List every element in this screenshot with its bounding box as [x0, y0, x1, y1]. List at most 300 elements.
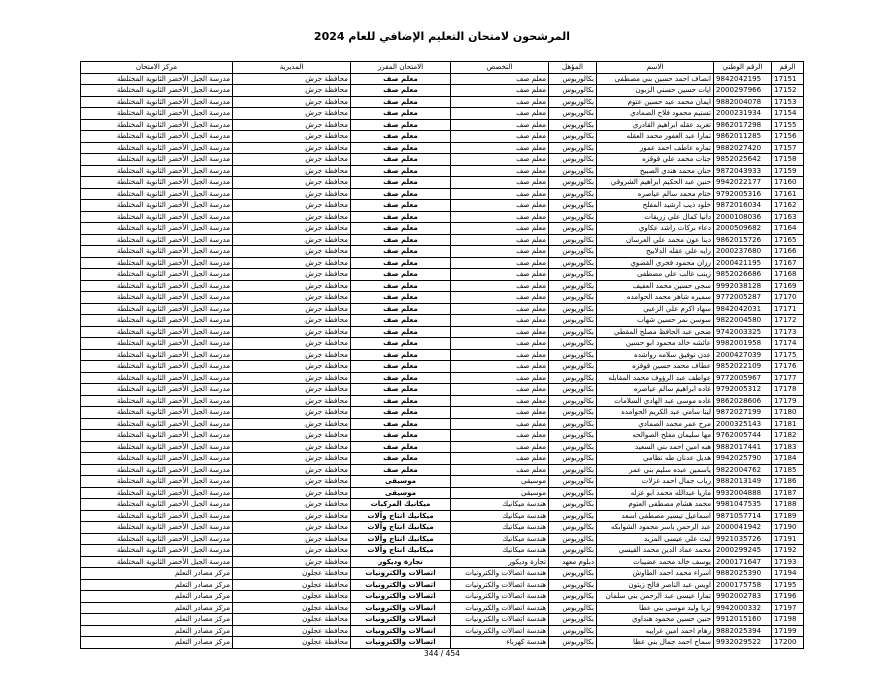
qualification: بكالوريوس: [549, 96, 597, 108]
specialization: موسيقى: [451, 476, 549, 488]
national-id: 2000325143: [714, 418, 772, 430]
candidate-name: يوسف خالد محمد عضيبات: [597, 556, 714, 568]
qualification: بكالوريوس: [549, 211, 597, 223]
exam: نجارة وديكور: [351, 556, 451, 568]
exam: معلم صف: [351, 234, 451, 246]
national-id: 2000427039: [714, 349, 772, 361]
candidate-name: دعاء بركات راشد عكاوي: [597, 223, 714, 235]
exam: معلم صف: [351, 280, 451, 292]
directorate: محافظة جرش: [233, 142, 351, 154]
candidate-name: دانيا كمال علي زريقات: [597, 211, 714, 223]
exam-center: مدرسة الجبل الأخضر الثانوية المختلطة: [81, 200, 233, 212]
table-row: [81, 430, 804, 442]
table-header-row: [81, 62, 804, 74]
directorate: محافظة جرش: [233, 372, 351, 384]
directorate: محافظة جرش: [233, 200, 351, 212]
exam: معلم صف: [351, 188, 451, 200]
qualification: بكالوريوس: [549, 407, 597, 419]
row-num: 17151: [772, 73, 804, 85]
exam: معلم صف: [351, 131, 451, 143]
specialization: معلم صف: [451, 154, 549, 166]
header-name: الاسم: [597, 62, 714, 74]
qualification: بكالوريوس: [549, 499, 597, 511]
candidate-name: محمد هشام مصطفى العتوم: [597, 499, 714, 511]
exam: معلم صف: [351, 177, 451, 189]
qualification: بكالوريوس: [549, 280, 597, 292]
candidate-name: خلود ذيب ارشيد المفلح: [597, 200, 714, 212]
national-id: 9882004078: [714, 96, 772, 108]
table-row: [81, 453, 804, 465]
qualification: بكالوريوس: [549, 453, 597, 465]
exam-center: مدرسة الجبل الأخضر الثانوية المختلطة: [81, 165, 233, 177]
specialization: معلم صف: [451, 96, 549, 108]
table-row: [81, 246, 804, 258]
candidate-name: انصاف احمد حسين بني مصطفى: [597, 73, 714, 85]
table-row: [81, 119, 804, 131]
national-id: 9942025790: [714, 453, 772, 465]
header-directorate: المديرية: [233, 62, 351, 74]
qualification: بكالوريوس: [549, 257, 597, 269]
specialization: معلم صف: [451, 223, 549, 235]
qualification: بكالوريوس: [549, 384, 597, 396]
national-id: 9792005316: [714, 188, 772, 200]
header-qualification: المؤهل: [549, 62, 597, 74]
candidate-name: هبه امين احمد بني السعيد: [597, 441, 714, 453]
exam: ميكانيك انتاج وآلات: [351, 522, 451, 534]
directorate: محافظة جرش: [233, 430, 351, 442]
directorate: محافظة جرش: [233, 499, 351, 511]
table-row: [81, 395, 804, 407]
specialization: هندسة اتصالات والكترونيات: [451, 591, 549, 603]
candidate-name: عبد الرحمن باسر محمود الشوابكه: [597, 522, 714, 534]
candidate-name: تماره عاطف احمد عمور: [597, 142, 714, 154]
candidate-name: عدن توفيق سلامه رواشده: [597, 349, 714, 361]
qualification: بكالوريوس: [549, 533, 597, 545]
row-num: 17173: [772, 326, 804, 338]
directorate: محافظة جرش: [233, 154, 351, 166]
exam: معلم صف: [351, 142, 451, 154]
directorate: محافظة جرش: [233, 257, 351, 269]
specialization: هندسة اتصالات والكترونيات: [451, 579, 549, 591]
table-row: [81, 522, 804, 534]
directorate: محافظة جرش: [233, 487, 351, 499]
exam-center: مدرسة الجبل الأخضر الثانوية المختلطة: [81, 545, 233, 557]
exam-center: مدرسة الجبل الأخضر الثانوية المختلطة: [81, 177, 233, 189]
row-num: 17158: [772, 154, 804, 166]
table-row: [81, 326, 804, 338]
directorate: محافظة جرش: [233, 73, 351, 85]
row-num: 17198: [772, 614, 804, 626]
exam: ميكانيك المركبات: [351, 499, 451, 511]
table-row: [81, 464, 804, 476]
specialization: معلم صف: [451, 326, 549, 338]
specialization: معلم صف: [451, 384, 549, 396]
exam: معلم صف: [351, 269, 451, 281]
qualification: بكالوريوس: [549, 418, 597, 430]
row-num: 17192: [772, 545, 804, 557]
row-num: 17152: [772, 85, 804, 97]
directorate: محافظة جرش: [233, 269, 351, 281]
exam-center: مدرسة الجبل الأخضر الثانوية المختلطة: [81, 131, 233, 143]
candidate-name: سماح احمد جمال بني عطا: [597, 637, 714, 649]
national-id: 9872016034: [714, 200, 772, 212]
table-row: [81, 637, 804, 649]
row-num: 17160: [772, 177, 804, 189]
table-row: [81, 73, 804, 85]
qualification: بكالوريوس: [549, 200, 597, 212]
exam-center: مدرسة الجبل الأخضر الثانوية المختلطة: [81, 533, 233, 545]
qualification: بكالوريوس: [549, 165, 597, 177]
specialization: معلم صف: [451, 372, 549, 384]
candidate-name: تغريد عقله ابراهيم القادري: [597, 119, 714, 131]
qualification: بكالوريوس: [549, 326, 597, 338]
table-row: [81, 165, 804, 177]
exam-center: مركز مصادر التعلم: [81, 591, 233, 603]
qualification: بكالوريوس: [549, 177, 597, 189]
exam-center: مدرسة الجبل الأخضر الثانوية المختلطة: [81, 269, 233, 281]
table-row: [81, 234, 804, 246]
exam-center: مدرسة الجبل الأخضر الثانوية المختلطة: [81, 407, 233, 419]
national-id: 9981047535: [714, 499, 772, 511]
table-row: [81, 372, 804, 384]
candidate-name: ياسمين عبده سليم بني عمر: [597, 464, 714, 476]
exam-center: مدرسة الجبل الأخضر الثانوية المختلطة: [81, 326, 233, 338]
directorate: محافظة عجلون: [233, 579, 351, 591]
exam-center: مركز مصادر التعلم: [81, 568, 233, 580]
candidate-name: اسراء محمد احمد الطاوش: [597, 568, 714, 580]
exam-center: مركز مصادر التعلم: [81, 625, 233, 637]
specialization: هندسة ميكانيك: [451, 499, 549, 511]
exam-center: مدرسة الجبل الأخضر الثانوية المختلطة: [81, 338, 233, 350]
candidates-table-container: [80, 61, 803, 649]
table-row: [81, 280, 804, 292]
exam: معلم صف: [351, 73, 451, 85]
qualification: بكالوريوس: [549, 441, 597, 453]
row-num: 17169: [772, 280, 804, 292]
directorate: محافظة جرش: [233, 211, 351, 223]
directorate: محافظة عجلون: [233, 591, 351, 603]
exam-center: مدرسة الجبل الأخضر الثانوية المختلطة: [81, 292, 233, 304]
table-row: [81, 568, 804, 580]
exam-center: مدرسة الجبل الأخضر الثانوية المختلطة: [81, 73, 233, 85]
row-num: 17167: [772, 257, 804, 269]
qualification: بكالوريوس: [549, 602, 597, 614]
specialization: معلم صف: [451, 407, 549, 419]
directorate: محافظة جرش: [233, 533, 351, 545]
table-row: [81, 602, 804, 614]
row-num: 17199: [772, 625, 804, 637]
candidate-name: مرح عمر محمد الصمادي: [597, 418, 714, 430]
national-id: 9992038128: [714, 280, 772, 292]
directorate: محافظة جرش: [233, 292, 351, 304]
table-row: [81, 188, 804, 200]
exam: موسيقى: [351, 487, 451, 499]
candidate-name: رهام احمد امين غرايبه: [597, 625, 714, 637]
exam: ميكانيك انتاج وآلات: [351, 533, 451, 545]
row-num: 17163: [772, 211, 804, 223]
specialization: معلم صف: [451, 177, 549, 189]
specialization: معلم صف: [451, 280, 549, 292]
specialization: معلم صف: [451, 131, 549, 143]
national-id: 2000299245: [714, 545, 772, 557]
specialization: معلم صف: [451, 441, 549, 453]
exam: اتصالات والكترونيات: [351, 568, 451, 580]
qualification: بكالوريوس: [549, 269, 597, 281]
candidate-name: جنات محمد علي قوقزه: [597, 154, 714, 166]
row-num: 17162: [772, 200, 804, 212]
table-row: [81, 556, 804, 568]
table-row: [81, 200, 804, 212]
candidate-name: ايات حسين حسني الزبون: [597, 85, 714, 97]
national-id: 9772005287: [714, 292, 772, 304]
table-row: [81, 269, 804, 281]
specialization: هندسة ميكانيك: [451, 533, 549, 545]
directorate: محافظة جرش: [233, 556, 351, 568]
specialization: معلم صف: [451, 303, 549, 315]
qualification: بكالوريوس: [549, 292, 597, 304]
directorate: محافظة جرش: [233, 234, 351, 246]
national-id: 9862028606: [714, 395, 772, 407]
national-id: 2000108036: [714, 211, 772, 223]
specialization: معلم صف: [451, 453, 549, 465]
exam-center: مدرسة الجبل الأخضر الثانوية المختلطة: [81, 384, 233, 396]
directorate: محافظة جرش: [233, 188, 351, 200]
row-num: 17193: [772, 556, 804, 568]
header-num: الرقم: [772, 62, 804, 74]
exam: معلم صف: [351, 326, 451, 338]
exam-center: مدرسة الجبل الأخضر الثانوية المختلطة: [81, 257, 233, 269]
specialization: معلم صف: [451, 85, 549, 97]
national-id: 2000231934: [714, 108, 772, 120]
specialization: معلم صف: [451, 119, 549, 131]
national-id: 9882017441: [714, 441, 772, 453]
specialization: معلم صف: [451, 315, 549, 327]
directorate: محافظة جرش: [233, 326, 351, 338]
specialization: معلم صف: [451, 188, 549, 200]
exam-center: مدرسة الجبل الأخضر الثانوية المختلطة: [81, 142, 233, 154]
exam: معلم صف: [351, 211, 451, 223]
table-row: [81, 441, 804, 453]
row-num: 17174: [772, 338, 804, 350]
row-num: 17170: [772, 292, 804, 304]
table-row: [81, 476, 804, 488]
directorate: محافظة جرش: [233, 464, 351, 476]
national-id: 9932029522: [714, 637, 772, 649]
directorate: محافظة عجلون: [233, 614, 351, 626]
candidate-name: هديل عدنان طه نظامي: [597, 453, 714, 465]
row-num: 17186: [772, 476, 804, 488]
exam: معلم صف: [351, 441, 451, 453]
candidates-table: [80, 61, 804, 649]
exam: موسيقى: [351, 476, 451, 488]
exam-center: مركز مصادر التعلم: [81, 637, 233, 649]
exam: معلم صف: [351, 246, 451, 258]
national-id: 9822004580: [714, 315, 772, 327]
directorate: محافظة عجلون: [233, 568, 351, 580]
qualification: بكالوريوس: [549, 131, 597, 143]
qualification: بكالوريوس: [549, 361, 597, 373]
exam-center: مدرسة الجبل الأخضر الثانوية المختلطة: [81, 96, 233, 108]
national-id: 9762005744: [714, 430, 772, 442]
directorate: محافظة جرش: [233, 131, 351, 143]
directorate: محافظة جرش: [233, 476, 351, 488]
row-num: 17179: [772, 395, 804, 407]
national-id: 9872027199: [714, 407, 772, 419]
directorate: محافظة جرش: [233, 85, 351, 97]
qualification: بكالوريوس: [549, 430, 597, 442]
national-id: 9882025390: [714, 568, 772, 580]
table-row: [81, 625, 804, 637]
specialization: معلم صف: [451, 108, 549, 120]
exam: معلم صف: [351, 303, 451, 315]
candidate-name: مها سليمان مفلح الصوالحه: [597, 430, 714, 442]
exam: معلم صف: [351, 119, 451, 131]
specialization: معلم صف: [451, 257, 549, 269]
exam-center: مدرسة الجبل الأخضر الثانوية المختلطة: [81, 453, 233, 465]
candidate-name: عائشه خالد محمود ابو حسين: [597, 338, 714, 350]
exam: معلم صف: [351, 200, 451, 212]
specialization: هندسة اتصالات والكترونيات: [451, 602, 549, 614]
candidate-name: ثريا وليد موسى بني عطا: [597, 602, 714, 614]
row-num: 17183: [772, 441, 804, 453]
table-row: [81, 338, 804, 350]
exam-center: مدرسة الجبل الأخضر الثانوية المختلطة: [81, 395, 233, 407]
candidate-name: حنين عبد الحكيم ابراهيم الشروقي: [597, 177, 714, 189]
qualification: بكالوريوس: [549, 142, 597, 154]
qualification: بكالوريوس: [549, 568, 597, 580]
exam-center: مدرسة الجبل الأخضر الثانوية المختلطة: [81, 476, 233, 488]
table-row: [81, 579, 804, 591]
qualification: بكالوريوس: [549, 188, 597, 200]
row-num: 17159: [772, 165, 804, 177]
national-id: 2000297966: [714, 85, 772, 97]
candidate-name: اسماعيل تيسير مصطفى اسعد: [597, 510, 714, 522]
specialization: معلم صف: [451, 200, 549, 212]
table-row: [81, 349, 804, 361]
qualification: بكالوريوس: [549, 119, 597, 131]
exam: معلم صف: [351, 165, 451, 177]
exam-center: مدرسة الجبل الأخضر الثانوية المختلطة: [81, 223, 233, 235]
row-num: 17168: [772, 269, 804, 281]
specialization: معلم صف: [451, 211, 549, 223]
candidate-name: رايه علي عقله الدلابيح: [597, 246, 714, 258]
qualification: بكالوريوس: [549, 579, 597, 591]
qualification: بكالوريوس: [549, 154, 597, 166]
specialization: معلم صف: [451, 361, 549, 373]
row-num: 17177: [772, 372, 804, 384]
candidate-name: سميره شاهر محمد الحوامده: [597, 292, 714, 304]
national-id: 2000509682: [714, 223, 772, 235]
qualification: بكالوريوس: [549, 625, 597, 637]
national-id: 9862011285: [714, 131, 772, 143]
directorate: محافظة جرش: [233, 96, 351, 108]
candidate-name: سوسن نمر حسين شهاب: [597, 315, 714, 327]
candidate-name: لينا سامي عبد الكريم الحوامده: [597, 407, 714, 419]
exam: معلم صف: [351, 453, 451, 465]
table-row: [81, 177, 804, 189]
candidate-name: غاده موسى عبد الهادي السلامات: [597, 395, 714, 407]
directorate: محافظة جرش: [233, 223, 351, 235]
exam-center: مدرسة الجبل الأخضر الثانوية المختلطة: [81, 303, 233, 315]
row-num: 17200: [772, 637, 804, 649]
candidate-name: حنين حسين محمود هنداوي: [597, 614, 714, 626]
header-exam: الامتحان المقرر: [351, 62, 451, 74]
qualification: بكالوريوس: [549, 315, 597, 327]
exam-center: مدرسة الجبل الأخضر الثانوية المختلطة: [81, 499, 233, 511]
candidate-name: تمارا عبد الغفور محمد العقله: [597, 131, 714, 143]
row-num: 17171: [772, 303, 804, 315]
national-id: 9872043933: [714, 165, 772, 177]
exam: اتصالات والكترونيات: [351, 637, 451, 649]
exam: اتصالات والكترونيات: [351, 625, 451, 637]
candidate-name: رباب جمال احمد غزلات: [597, 476, 714, 488]
national-id: 9912015160: [714, 614, 772, 626]
national-id: 9882027420: [714, 142, 772, 154]
exam: ميكانيك انتاج وآلات: [351, 510, 451, 522]
national-id: 9842042031: [714, 303, 772, 315]
qualification: بكالوريوس: [549, 522, 597, 534]
exam-center: مدرسة الجبل الأخضر الثانوية المختلطة: [81, 418, 233, 430]
directorate: محافظة جرش: [233, 545, 351, 557]
national-id: 9742003325: [714, 326, 772, 338]
candidate-name: سهاد اكرم علي الزعبي: [597, 303, 714, 315]
candidate-name: ايمان محمد عيد حسين عتوم: [597, 96, 714, 108]
exam-center: مدرسة الجبل الأخضر الثانوية المختلطة: [81, 556, 233, 568]
candidate-name: تسنيم محمود فلاح الصمادي: [597, 108, 714, 120]
specialization: هندسة اتصالات والكترونيات: [451, 625, 549, 637]
candidate-name: ماريا عبدالله محمد ابو غزله: [597, 487, 714, 499]
candidate-name: حنان محمد هندي الصبيح: [597, 165, 714, 177]
qualification: بكالوريوس: [549, 223, 597, 235]
row-num: 17166: [772, 246, 804, 258]
exam-center: مدرسة الجبل الأخضر الثانوية المختلطة: [81, 430, 233, 442]
national-id: 9772005967: [714, 372, 772, 384]
qualification: بكالوريوس: [549, 108, 597, 120]
directorate: محافظة جرش: [233, 395, 351, 407]
table-body: [81, 73, 804, 648]
table-row: [81, 614, 804, 626]
candidate-name: عطاف محمد حسين قوقزه: [597, 361, 714, 373]
directorate: محافظة جرش: [233, 361, 351, 373]
row-num: 17157: [772, 142, 804, 154]
page-number: 344 / 454: [424, 649, 460, 658]
exam: اتصالات والكترونيات: [351, 591, 451, 603]
candidate-name: دينا عون محمد علي العرسان: [597, 234, 714, 246]
national-id: 9982001958: [714, 338, 772, 350]
directorate: محافظة جرش: [233, 522, 351, 534]
table-row: [81, 303, 804, 315]
exam-center: مركز مصادر التعلم: [81, 614, 233, 626]
qualification: بكالوريوس: [549, 476, 597, 488]
exam-center: مدرسة الجبل الأخضر الثانوية المختلطة: [81, 522, 233, 534]
row-num: 17176: [772, 361, 804, 373]
specialization: هندسة ميكانيك: [451, 545, 549, 557]
national-id: 2000175758: [714, 579, 772, 591]
specialization: معلم صف: [451, 430, 549, 442]
exam: معلم صف: [351, 349, 451, 361]
national-id: 9871057714: [714, 510, 772, 522]
exam: معلم صف: [351, 430, 451, 442]
candidate-name: رزان محمود فخري القضوي: [597, 257, 714, 269]
national-id: 2000171647: [714, 556, 772, 568]
national-id: 9862015726: [714, 234, 772, 246]
table-row: [81, 533, 804, 545]
national-id: 9852025642: [714, 154, 772, 166]
specialization: هندسة ميكانيك: [451, 510, 549, 522]
qualification: بكالوريوس: [549, 85, 597, 97]
exam: معلم صف: [351, 96, 451, 108]
exam-center: مركز مصادر التعلم: [81, 602, 233, 614]
